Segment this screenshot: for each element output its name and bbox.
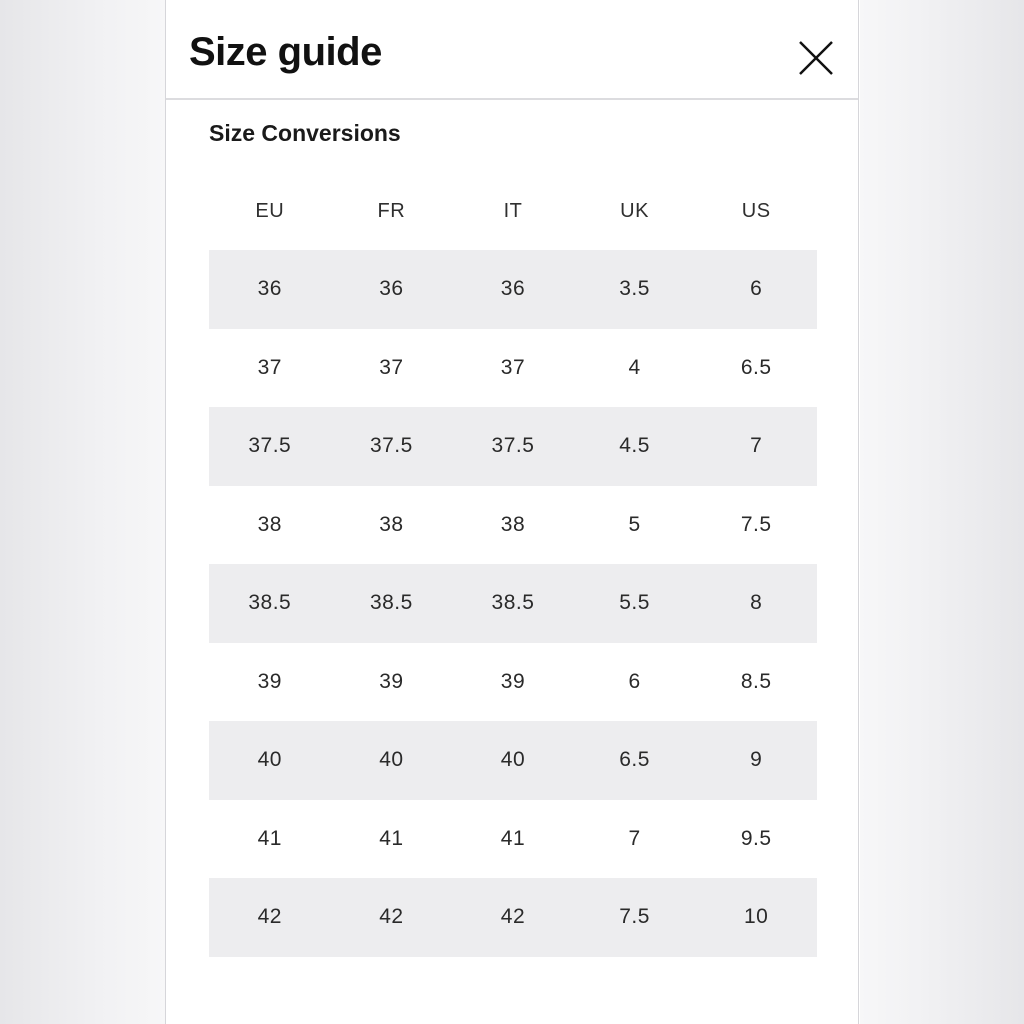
- size-guide-dialog: [165, 0, 859, 1024]
- table-cell: 40: [257, 748, 282, 772]
- close-icon: [798, 40, 834, 76]
- table-row: [209, 329, 817, 408]
- table-cell: 39: [500, 669, 526, 693]
- table-cell: 37: [379, 355, 404, 379]
- table-cell: 38.5: [491, 591, 535, 615]
- table-cell: 38: [257, 512, 282, 536]
- table-row: [209, 564, 817, 643]
- table-cell: 4.5: [619, 434, 650, 458]
- table-cell: 4: [628, 355, 641, 379]
- backdrop-right[interactable]: [860, 0, 1024, 1024]
- table-cell: 10: [743, 905, 769, 929]
- table-cell: 8: [750, 591, 763, 615]
- table-row: [209, 643, 817, 722]
- table-cell: 6: [628, 669, 641, 693]
- table-row: [209, 878, 817, 957]
- column-header-fr: FR: [377, 199, 406, 222]
- table-cell: 41: [379, 826, 404, 850]
- table-cell: 42: [379, 905, 404, 929]
- table-cell: 40: [379, 748, 404, 772]
- table-row: [209, 407, 817, 486]
- column-header-us: US: [741, 199, 771, 222]
- backdrop-left[interactable]: [0, 0, 165, 1024]
- table-cell: 3.5: [619, 277, 650, 301]
- dialog-title: Size guide: [189, 30, 382, 74]
- table-row: [209, 250, 817, 329]
- table-cell: 7: [628, 826, 641, 850]
- table-cell: 41: [257, 826, 282, 850]
- table-cell: 6: [750, 277, 763, 301]
- table-cell: 38.5: [248, 591, 292, 615]
- table-cell: 36: [500, 277, 526, 301]
- table-cell: 40: [500, 748, 526, 772]
- table-cell: 38.5: [369, 591, 413, 615]
- table-cell: 6.5: [740, 355, 772, 379]
- table-cell: 36: [257, 277, 282, 301]
- table-cell: 38: [379, 512, 404, 536]
- table-cell: 7.5: [740, 512, 772, 536]
- table-cell: 37.5: [369, 434, 413, 458]
- table-cell: 37.5: [491, 434, 535, 458]
- table-cell: 6.5: [619, 748, 650, 772]
- table-cell: 7: [750, 434, 763, 458]
- column-header-uk: UK: [620, 199, 649, 222]
- table-row: [209, 721, 817, 800]
- table-cell: 39: [257, 669, 282, 693]
- section-title: Size Conversions: [209, 120, 401, 146]
- table-cell: 36: [379, 277, 404, 301]
- column-header-eu: EU: [255, 199, 285, 222]
- table-cell: 39: [379, 669, 404, 693]
- table-cell: 5.5: [619, 591, 650, 615]
- table-cell: 42: [257, 905, 282, 929]
- table-cell: 37.5: [248, 434, 292, 458]
- table-cell: 42: [500, 905, 526, 929]
- table-cell: 9: [750, 748, 763, 772]
- table-cell: 5: [628, 512, 641, 536]
- table-cell: 8.5: [740, 669, 772, 693]
- close-button[interactable]: [794, 36, 838, 80]
- column-header-it: IT: [503, 199, 523, 222]
- table-header-row: [209, 172, 817, 250]
- table-cell: 37: [257, 355, 282, 379]
- table-cell: 38: [500, 512, 526, 536]
- table-row: [209, 486, 817, 565]
- table-cell: 7.5: [619, 905, 650, 929]
- dialog-header: [166, 0, 858, 100]
- table-cell: 41: [500, 826, 526, 850]
- table-cell: 9.5: [740, 826, 772, 850]
- table-row: [209, 800, 817, 879]
- table-cell: 37: [500, 355, 526, 379]
- size-conversion-table: [209, 172, 817, 957]
